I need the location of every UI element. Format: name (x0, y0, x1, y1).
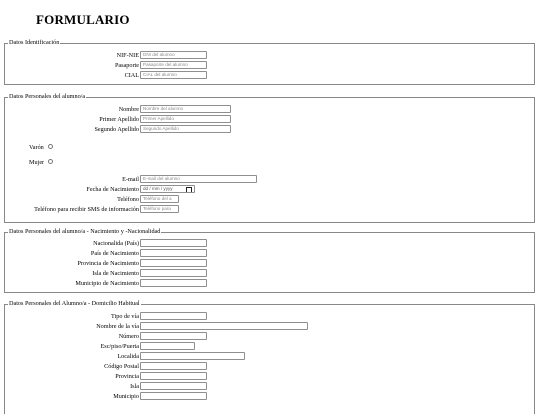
codigo-postal-input[interactable] (140, 362, 207, 370)
email-label: E-mail (122, 176, 139, 183)
isla-label: Isla (130, 383, 139, 390)
esc-piso-puerta-label: Esc/piso/Puerta (100, 343, 139, 350)
esc-piso-puerta-input[interactable] (140, 342, 195, 350)
segundo-apellido-input[interactable]: Segundo Apellido (140, 125, 231, 133)
provincia-nacimiento-label: Provincia de Nacimiento (77, 260, 139, 267)
pasaporte-label: Pasaporte (114, 62, 139, 69)
pais-nacimiento-label: País de Nacimiento (90, 250, 139, 257)
provincia-input[interactable] (140, 372, 207, 380)
nombre-via-label: Nombre de la vía (96, 323, 139, 330)
municipio-label: Municipio (113, 393, 139, 400)
isla-nacimiento-label: Isla de Nacimiento (92, 270, 139, 277)
sms-label: Teléfono para recibir SMS de información (34, 206, 139, 213)
cial-label: CIAL (124, 72, 139, 79)
fecha-nacimiento-input[interactable] (140, 185, 195, 193)
numero-input[interactable] (140, 332, 207, 340)
municipio-nacimiento-label: Municipio de Nacimiento (75, 280, 139, 287)
telefono-label: Teléfono (117, 196, 139, 203)
municipio-input[interactable] (140, 392, 207, 400)
codigo-postal-label: Código Postal (104, 363, 139, 370)
primer-apellido-input[interactable]: Primer Apellido (140, 115, 231, 123)
varon-radio[interactable] (48, 144, 53, 149)
personales-fieldset (4, 93, 535, 223)
localidad-input[interactable] (140, 352, 245, 360)
domicilio-fieldset (4, 300, 535, 414)
personales-legend: Datos Personales del alumno/a (9, 93, 86, 100)
pasaporte-input[interactable]: Pasaporte del alumno (140, 61, 207, 69)
segundo-apellido-label: Segundo Apellido (94, 126, 139, 133)
nombre-label: Nombre (118, 106, 139, 113)
sms-input[interactable]: Teléfono para (140, 205, 179, 213)
cial-input[interactable]: CIAL del alumno (140, 71, 207, 79)
pais-nacimiento-input[interactable] (140, 249, 207, 257)
provincia-nacimiento-input[interactable] (140, 259, 207, 267)
primer-apellido-label: Primer Apellido (99, 116, 139, 123)
page-title: FORMULARIO (36, 12, 130, 27)
localidad-label: Localida (117, 353, 139, 360)
mujer-label: Mujer (29, 159, 45, 166)
varon-label: Varón (29, 144, 44, 151)
nif-input[interactable]: DNI del alumno (140, 51, 207, 59)
nacimiento-fieldset (4, 228, 535, 293)
mujer-radio[interactable] (48, 159, 53, 164)
municipio-nacimiento-input[interactable] (140, 279, 207, 287)
tipo-via-label: Tipo de vía (111, 313, 139, 320)
numero-label: Número (118, 333, 139, 340)
isla-nacimiento-input[interactable] (140, 269, 207, 277)
nombre-via-input[interactable] (140, 322, 308, 330)
nombre-input[interactable]: Nombre del alumno (140, 105, 231, 113)
domicilio-legend: Datos Personales del Alumno/a - Domicilio Habitual (9, 300, 140, 307)
isla-input[interactable] (140, 382, 207, 390)
calendar-icon[interactable] (186, 187, 192, 193)
provincia-label: Provincia (115, 373, 139, 380)
nif-label: NIF-NIE (116, 52, 139, 59)
fecha-nacimiento-label: Fecha de Nacimiento (86, 186, 139, 193)
fecha-nacimiento-value: dd / mm / yyyy (143, 186, 173, 191)
email-input[interactable]: E-mail del alumno (140, 175, 257, 183)
identificacion-fieldset (4, 39, 535, 85)
nacionalidad-label: Nacionalida (País) (93, 240, 139, 247)
tipo-via-input[interactable] (140, 312, 207, 320)
telefono-input[interactable]: Teléfono del a (140, 195, 179, 203)
nacimiento-legend: Datos Personales del alumno/a - Nacimiento y -Nacionalidad (9, 228, 161, 235)
nacionalidad-input[interactable] (140, 239, 207, 247)
identificacion-legend: Datos Identificación (9, 39, 60, 46)
